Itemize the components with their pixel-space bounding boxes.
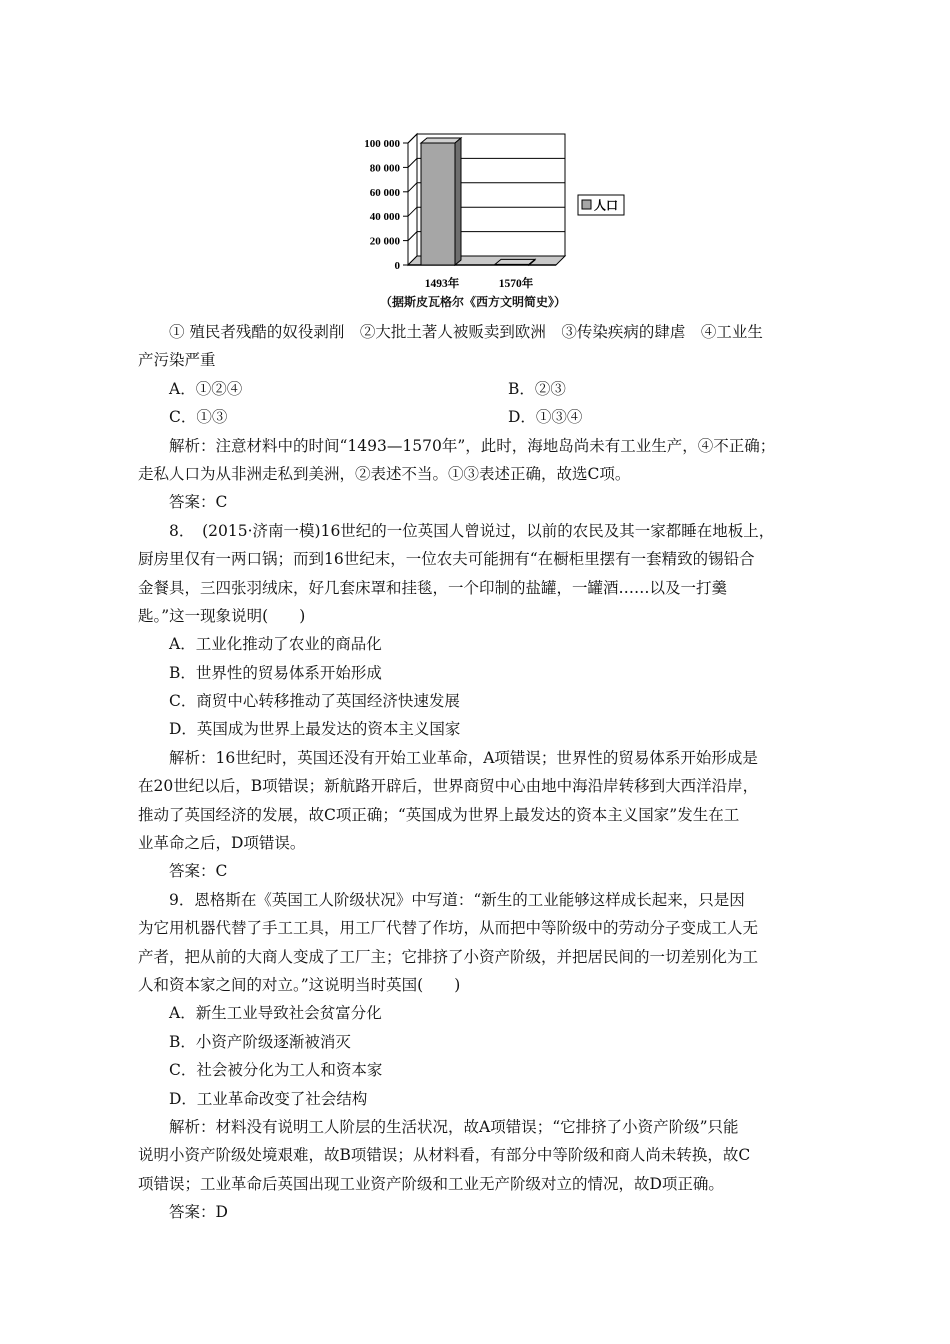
q9-analysis-line-1: 解析：材料没有说明工人阶层的生活状况，故A项错误；“它排挤了小资产阶级”只能 (169, 1117, 739, 1136)
question-text-block (138, 318, 818, 1227)
q8-analysis-line-4: 业革命之后，D项错误。 (138, 834, 306, 853)
q8-analysis-line-3: 推动了英国经济的发展，故C项正确；“英国成为世界上最发达的资本主义国家”发生在工 (138, 805, 740, 824)
q7-statements-line-2: 产污染严重 (138, 351, 216, 370)
q7-option-c: C．①③ (169, 408, 228, 427)
x-tick-label: 1493年 (424, 278, 460, 290)
q8-option-c: C．商贸中心转移推动了英国经济快速发展 (169, 692, 460, 711)
q9-stem-line-2: 为它用机器代替了手工工具，用工厂代替了作坊，从而把中等阶级中的劳动分子变成工人无 (138, 919, 759, 938)
chart-source-caption: （据斯皮瓦格尔《西方文明简史》） (380, 295, 567, 309)
bar-top (421, 138, 461, 143)
q9-option-c: C．社会被分化为工人和资本家 (169, 1061, 383, 1080)
q7-option-b: B．②③ (508, 379, 566, 398)
q8-analysis-line-2: 在20世纪以后，B项错误；新航路开辟后，世界商贸中心由地中海沿岸转移到大西洋沿岸， (138, 777, 759, 796)
q9-analysis-line-2: 说明小资产阶级处境艰难，故B项错误；从材料看，有部分中等阶级和商人尚未转换，故C (138, 1146, 751, 1165)
chart-canvas (340, 120, 640, 300)
q8-analysis-line-1: 解析：16世纪时，英国还没有开始工业革命，A项错误；世界性的贸易体系开始形成是 (169, 748, 758, 767)
q9-option-b: B．小资产阶级逐渐被消灭 (169, 1032, 351, 1051)
bar-front (421, 143, 455, 265)
q7-statements-line-1: ① 殖民者残酷的奴役剥削 ②大批土著人被贩卖到欧洲 ③传染疾病的肆虐 ④工业生 (169, 323, 763, 341)
q8-option-a: A．工业化推动了农业的商品化 (169, 635, 382, 654)
legend-swatch (582, 200, 591, 209)
q7-option-a: A．①②④ (169, 379, 243, 398)
y-tick-label: 0 (394, 260, 400, 272)
x-tick-label: 1570年 (498, 278, 534, 290)
y-tick-label: 40 000 (369, 211, 400, 224)
q9-stem-line-1: 9．恩格斯在《英国工人阶级状况》中写道：“新生的工业能够这样成长起来，只是因 (169, 890, 745, 909)
y-tick-label: 100 000 (364, 138, 400, 150)
q7-option-d: D．①③④ (508, 408, 583, 427)
q7-answer: 答案：C (169, 493, 228, 512)
q9-answer: 答案：D (169, 1203, 228, 1222)
q8-stem-line-1: 8． (2015·济南一模)16世纪的一位英国人曾说过，以前的农民及其一家都睡在地板上， (169, 521, 775, 540)
q8-option-b: B．世界性的贸易体系开始形成 (169, 663, 382, 682)
q8-option-d: D．英国成为世界上最发达的资本主义国家 (169, 720, 461, 739)
legend-label: 人口 (594, 198, 619, 213)
chart-side-wall (408, 134, 417, 265)
q9-analysis-line-3: 项错误；工业革命后英国出现工业资产阶级和工业无产阶级对立的情况，故D项正确。 (138, 1174, 724, 1193)
bar-side (455, 138, 461, 265)
q9-stem-line-4: 人和资本家之间的对立。”这说明当时英国( ) (138, 975, 461, 994)
q8-stem-line-2: 厨房里仅有一两口锅；而到16世纪末，一位农夫可能拥有“在橱柜里摆有一套精致的锡铅合 (138, 550, 755, 569)
q7-options-row-1 (138, 375, 818, 403)
q9-stem-line-3: 产者，把从前的大商人变成了工厂主；它排挤了小资产阶级，并把居民间的一切差别化为工 (138, 947, 759, 966)
population-bar-chart (340, 120, 640, 320)
q7-analysis-line-2: 走私人口为从非洲走私到美洲，②表述不当。①③表述正确，故选C项。 (138, 464, 631, 483)
q9-option-a: A．新生工业导致社会贫富分化 (169, 1004, 382, 1023)
q7-options-row-2 (138, 403, 818, 431)
y-tick-label: 60 000 (369, 186, 400, 199)
q9-option-d: D．工业革命改变了社会结构 (169, 1089, 368, 1108)
q8-stem-line-3: 金餐具，三四张羽绒床，好几套床罩和挂毯，一个印制的盐罐，一罐酒……以及一打羹 (138, 578, 728, 597)
q7-analysis-line-1: 解析：注意材料中的时间“1493—1570年”，此时，海地岛尚未有工业生产，④不正确； (169, 436, 776, 455)
y-tick-label: 20 000 (369, 235, 400, 248)
bar-top (495, 259, 535, 264)
q8-stem-line-4: 匙。”这一现象说明( ) (138, 606, 306, 625)
q8-answer: 答案：C (169, 862, 228, 881)
y-tick-label: 80 000 (369, 162, 400, 175)
